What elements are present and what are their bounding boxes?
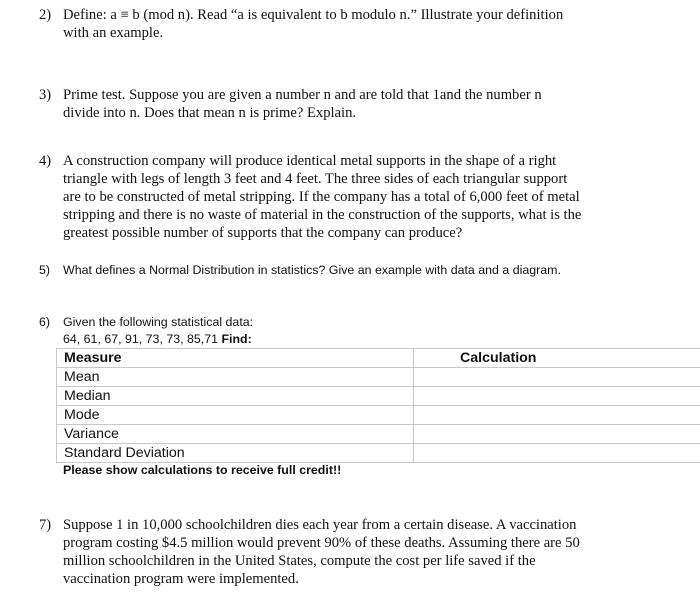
question-number: 5) [39, 263, 51, 277]
table-row [57, 425, 700, 444]
question-number: 4) [39, 153, 52, 169]
measure-cell: Mean [57, 368, 414, 387]
question-text-line: stripping and there is no waste of material in the construction of the supports, what is the [63, 207, 582, 223]
question-text-line: What defines a Normal Distribution in statistics? Give an example with data and a diagram. [63, 263, 561, 277]
question-2 [39, 6, 639, 42]
calculation-cell [414, 368, 700, 387]
question-5 [39, 262, 639, 279]
data-values: 64, 61, 67, 91, 73, 73, 85,71 [63, 332, 222, 346]
question-text-line: triangle with legs of length 3 feet and 4 feet. The three sides of each triangular support [63, 171, 568, 187]
question-text-line: divide into n. Does that mean n is prime? Explain. [63, 105, 357, 121]
question-text-line: A construction company will produce identical metal supports in the shape of a right [63, 153, 557, 169]
question-text-line: Prime test. Suppose you are given a number n and are told that 1and the number n [63, 87, 542, 103]
question-text-line: million schoolchildren in the United States, compute the cost per life saved if the [63, 553, 536, 569]
question-7 [39, 516, 639, 588]
calculation-cell [414, 387, 700, 406]
question-text-line: with an example. [63, 25, 164, 41]
table-row [57, 387, 700, 406]
question-number: 3) [39, 87, 52, 103]
question-6 [39, 314, 639, 348]
question-text-line: are to be constructed of metal stripping. If the company has a total of 6,000 feet of metal [63, 189, 580, 205]
measure-cell: Mode [57, 406, 414, 425]
question-number: 7) [39, 517, 52, 533]
question-4 [39, 152, 639, 242]
question-text-line: Define: a ≡ b (mod n). Read “a is equivalent to b modulo n.” Illustrate your definition [63, 7, 564, 23]
header-calculation: Calculation [414, 349, 700, 368]
calculation-cell [414, 406, 700, 425]
find-label: Find: [221, 332, 252, 346]
measure-cell: Variance [57, 425, 414, 444]
question-text-line: program costing $4.5 million would prevent 90% of these deaths. Assuming there are 50 [63, 535, 580, 551]
calculation-cell [414, 425, 700, 444]
table-header-row [57, 349, 700, 368]
question-text-line: vaccination program were implemented. [63, 571, 299, 587]
statistics-table [56, 348, 700, 463]
table-row [57, 368, 700, 387]
question-number: 6) [39, 315, 51, 329]
measure-cell: Standard Deviation [57, 444, 414, 463]
credit-note: Please show calculations to receive full credit!! [63, 463, 342, 477]
table-row [57, 406, 700, 425]
calculation-cell [414, 444, 700, 463]
header-measure: Measure [57, 349, 414, 368]
question-intro: Given the following statistical data: [63, 315, 254, 329]
question-3 [39, 86, 639, 122]
data-line [63, 331, 639, 348]
measure-cell: Median [57, 387, 414, 406]
question-text-line: Suppose 1 in 10,000 schoolchildren dies each year from a certain disease. A vaccination [63, 517, 577, 533]
question-number: 2) [39, 7, 52, 23]
question-text-line: greatest possible number of supports that the company can produce? [63, 225, 463, 241]
table-row [57, 444, 700, 463]
